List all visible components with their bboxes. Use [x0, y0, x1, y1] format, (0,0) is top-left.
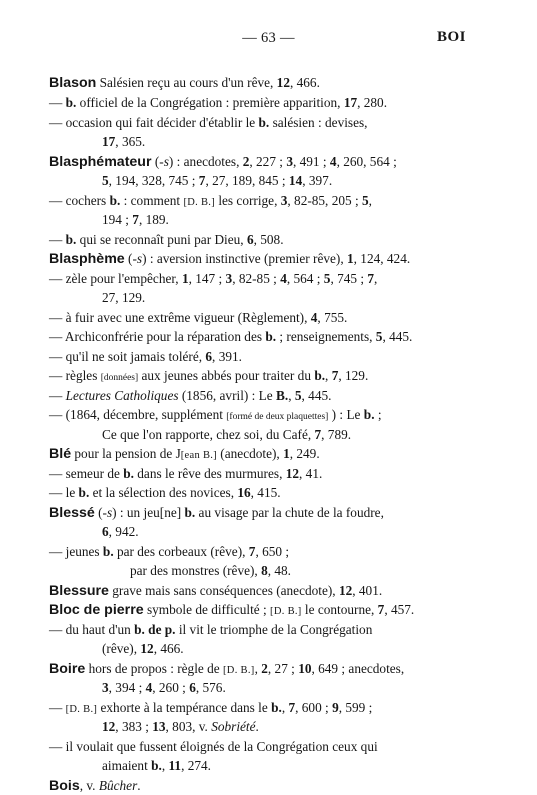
entry-blesse	[49, 504, 384, 522]
entry-text: , 41.	[299, 466, 323, 481]
entry-text: , 227 ;	[249, 154, 287, 169]
subentry-line	[49, 621, 372, 638]
entry-text: ,	[368, 193, 372, 208]
volume-reference: 7	[367, 271, 375, 286]
volume-reference: 3	[102, 680, 109, 695]
entry-text: [D. B.]	[65, 704, 98, 715]
entry-text: , 383 ;	[115, 719, 153, 734]
entry-text: , 129.	[338, 368, 369, 383]
entry-ble	[49, 445, 320, 464]
italic-text: s	[106, 505, 113, 520]
entry-text: symbole de difficulté ;	[143, 602, 271, 617]
entry-headword: Boire	[49, 661, 86, 677]
subentry-line	[49, 738, 378, 755]
entry-text: —	[49, 232, 63, 247]
entry-text: , 457.	[384, 602, 415, 617]
subentry-line	[49, 192, 372, 211]
entry-text: —	[49, 388, 63, 403]
entry-bois	[49, 777, 141, 795]
entry-text: , 491 ;	[292, 154, 330, 169]
entry-text: , 48.	[267, 563, 292, 578]
entry-headword: Blasphémateur	[49, 154, 152, 170]
volume-reference: 7	[377, 602, 385, 617]
volume-reference: 4	[145, 680, 153, 695]
volume-reference: 1	[347, 251, 354, 266]
entry-text: (-	[94, 505, 107, 520]
entry-text: , 280.	[357, 95, 388, 110]
entry-text: ;	[374, 407, 382, 422]
subentry-line	[49, 94, 387, 111]
entry-text: 194 ;	[102, 212, 133, 227]
entry-text: aux jeunes abbés pour traiter du	[138, 368, 315, 383]
volume-reference: 12	[338, 583, 353, 598]
volume-reference: 12	[140, 641, 154, 656]
entry-text: [D. B.]	[270, 606, 302, 617]
italic-text: Lectures Catholiques	[65, 388, 179, 403]
volume-reference: b.	[258, 115, 270, 130]
entry-text: , 189.	[138, 212, 169, 227]
entry-text: ) : un jeu	[112, 505, 160, 520]
volume-reference: 3	[280, 193, 288, 208]
volume-reference: 6	[246, 232, 254, 247]
entry-text: , 260 ;	[152, 680, 190, 695]
volume-reference: 5	[102, 173, 109, 188]
entry-text: —	[49, 700, 63, 715]
entry-text: , 650 ;	[255, 544, 290, 559]
entry-text: (anecdote),	[216, 446, 284, 461]
entry-headword: Blason	[49, 75, 97, 91]
entry-text: ; renseignements,	[276, 329, 376, 344]
entry-text: salésien : devises,	[269, 115, 368, 130]
entry-headword: Blé	[49, 446, 72, 462]
entry-text: —	[49, 310, 63, 325]
entry-text: , 445.	[382, 329, 413, 344]
entry-text: , 82-85 ;	[232, 271, 281, 286]
entry-text: [D. B.]	[223, 665, 255, 676]
subentry-line	[49, 406, 382, 426]
volume-reference: 5	[294, 388, 302, 403]
volume-reference: 8	[261, 563, 268, 578]
subentry-line	[49, 387, 331, 404]
entry-text: cochers	[62, 193, 110, 208]
entry-text: [D. B.]	[183, 197, 216, 208]
entry-text: [ne]	[159, 505, 182, 520]
italic-text: Bûcher	[98, 778, 138, 793]
subentry-line	[49, 543, 289, 560]
entry-text: , 600 ;	[295, 700, 333, 715]
running-head: BOI	[436, 29, 466, 45]
entry-text: aimaient	[102, 758, 152, 773]
entry-text: , 415.	[250, 485, 281, 500]
volume-reference: b.	[363, 407, 375, 422]
continuation-line	[102, 133, 145, 150]
entry-text: , 445.	[301, 388, 332, 403]
volume-reference: 2	[242, 154, 250, 169]
volume-reference: b.	[102, 544, 114, 559]
entry-text: ,	[374, 271, 378, 286]
entry-text: à fuir avec une extrême vigueur (Règlement),	[62, 310, 311, 325]
entry-text: [formé de deux plaquettes]	[226, 412, 329, 422]
volume-reference: 9	[332, 700, 339, 715]
entry-text: le	[62, 485, 79, 500]
entry-headword: Bois	[49, 778, 80, 794]
volume-reference: 12	[276, 75, 290, 90]
entry-text: (1856, avril) : Le	[178, 388, 277, 403]
entry-text: , 942.	[108, 524, 139, 539]
volume-reference: 14	[288, 173, 303, 188]
volume-reference: b.	[314, 368, 326, 383]
entry-text: : comment	[120, 193, 184, 208]
subentry-line	[49, 699, 372, 718]
volume-reference: b.	[123, 466, 134, 481]
entry-text: Salésien reçu au cours d'un rêve,	[96, 75, 277, 90]
entry-text: par des monstres (rêve),	[130, 563, 262, 578]
entry-text: ) : anecdotes,	[168, 154, 243, 169]
entry-text: grave mais sans conséquences (anecdote),	[108, 583, 339, 598]
entry-text: , 194, 328, 745 ;	[108, 173, 199, 188]
entry-boire	[49, 660, 404, 679]
volume-reference: b.	[151, 758, 162, 773]
entry-text: —	[49, 485, 63, 500]
entry-text: , v.	[79, 778, 99, 793]
entry-text: le contourne,	[301, 602, 378, 617]
entry-text: , 803, v.	[165, 719, 212, 734]
entry-blasphemateur	[49, 153, 397, 171]
entry-text: —	[49, 407, 63, 422]
entry-text: .	[137, 778, 141, 793]
entry-text: , 124, 424.	[353, 251, 411, 266]
entry-text: (rêve),	[102, 641, 141, 656]
entry-text: , 649 ; anecdotes,	[311, 661, 405, 676]
entry-text: exhorte à la tempérance dans le	[97, 700, 272, 715]
entry-text: et la sélection des novices,	[89, 485, 238, 500]
volume-reference: 1	[181, 271, 189, 286]
continuation-line	[102, 718, 259, 735]
entry-bloc-de-pierre	[49, 601, 414, 620]
continuation-line	[130, 562, 291, 579]
continuation-line	[102, 757, 211, 774]
subentry-line	[49, 348, 242, 365]
volume-reference: b.	[265, 329, 277, 344]
continuation-line	[102, 426, 351, 443]
entry-text: ) : Le	[328, 407, 364, 422]
subentry-line	[49, 231, 284, 248]
entry-text: , 508.	[253, 232, 284, 247]
entry-blason	[49, 74, 320, 92]
volume-reference: 3	[286, 154, 293, 169]
volume-reference: 7	[314, 427, 322, 442]
volume-reference: 7	[132, 212, 139, 227]
entry-text: —	[49, 544, 63, 559]
entry-text: zèle pour l'empêcher,	[62, 271, 182, 286]
entry-text: dans le rêve des murmures,	[133, 466, 286, 481]
entry-text: —	[49, 193, 63, 208]
entry-headword: Bloc de pierre	[49, 602, 144, 618]
entry-text: 27, 129.	[102, 290, 146, 305]
entry-text: du haut d'un	[62, 622, 135, 637]
volume-reference: b.	[184, 505, 196, 520]
entry-text: ,	[288, 388, 295, 403]
entry-text: qu'il ne soit jamais toléré,	[62, 349, 206, 364]
entry-text: , 82-85, 205 ;	[287, 193, 362, 208]
entry-text: [ean B.]	[180, 450, 217, 461]
entry-text: ,	[325, 368, 332, 383]
volume-reference: 2	[261, 661, 268, 676]
entry-text: , 27 ;	[267, 661, 299, 676]
volume-reference: 5	[323, 271, 331, 286]
italic-text: Sobriété	[211, 719, 256, 734]
volume-reference: 7	[248, 544, 256, 559]
subentry-line	[49, 309, 347, 326]
volume-reference: 6	[205, 349, 213, 364]
entry-headword: Blessure	[49, 583, 109, 599]
continuation-line	[102, 172, 332, 189]
entry-text: ,	[161, 758, 169, 773]
entry-text: officiel de la Congrégation : première apparition,	[76, 95, 344, 110]
entry-text: les corrige,	[215, 193, 281, 208]
subentry-line	[49, 114, 368, 131]
entry-text: —	[49, 329, 63, 344]
volume-reference: 17	[343, 95, 358, 110]
entry-text: (1864, décembre, supplément	[62, 407, 227, 422]
volume-reference: 4	[280, 271, 287, 286]
entry-text: il voulait que fussent éloignés de la Congrégation ceux qui	[62, 739, 378, 754]
entry-text: (-	[124, 251, 137, 266]
subentry-line	[49, 465, 322, 482]
entry-text: , 260, 564 ;	[336, 154, 397, 169]
entry-blaspheme	[49, 250, 410, 268]
entry-blessure	[49, 582, 382, 600]
volume-reference: b.	[65, 95, 77, 110]
entry-text: il vit le triomphe de la Congrégation	[175, 622, 373, 637]
entry-text: , 466.	[289, 75, 320, 90]
subentry-line	[49, 328, 412, 345]
volume-reference: b. de p.	[134, 622, 176, 637]
continuation-line	[102, 679, 226, 696]
subentry-line	[49, 270, 377, 287]
italic-text: s	[136, 251, 143, 266]
subentry-line	[49, 367, 368, 387]
entry-text: , 147 ;	[188, 271, 226, 286]
entry-text: , 394 ;	[108, 680, 146, 695]
entry-text: règles	[62, 368, 101, 383]
entry-text: pour la pension de J	[71, 446, 181, 461]
continuation-line	[102, 523, 139, 540]
entry-text: —	[49, 739, 63, 754]
volume-reference: b.	[271, 700, 282, 715]
entry-text: , 789.	[321, 427, 352, 442]
entry-text: Archiconfrérie pour la réparation des	[62, 329, 266, 344]
entry-text: hors de propos : règle de	[85, 661, 224, 676]
entry-text: —	[49, 115, 63, 130]
subentry-line	[49, 484, 281, 501]
entry-text: , 564 ;	[286, 271, 324, 286]
volume-reference: 12	[102, 719, 116, 734]
entry-text: , 27, 189, 845 ;	[205, 173, 289, 188]
volume-reference: 11	[168, 758, 182, 773]
entry-text: Ce que l'on rapporte, chez soi, du Café,	[102, 427, 315, 442]
entry-text: .	[255, 719, 259, 734]
entry-text: —	[49, 271, 63, 286]
entry-text: jeunes	[62, 544, 103, 559]
volume-reference: 12	[285, 466, 300, 481]
continuation-line	[102, 211, 169, 228]
entry-text: , 599 ;	[338, 700, 373, 715]
entry-text: , 745 ;	[330, 271, 368, 286]
volume-reference: b.	[65, 232, 77, 247]
continuation-line	[102, 289, 145, 306]
volume-reference: 10	[298, 661, 312, 676]
entry-text: —	[49, 368, 63, 383]
volume-reference: 6	[102, 524, 109, 539]
entry-text: ,	[281, 700, 289, 715]
entry-headword: Blasphème	[49, 251, 125, 267]
entry-text: au visage par la chute de la foudre,	[195, 505, 384, 520]
entry-text: , 397.	[302, 173, 333, 188]
volume-reference: 7	[331, 368, 339, 383]
volume-reference: 6	[189, 680, 196, 695]
entry-text: —	[49, 466, 63, 481]
volume-reference: B.	[276, 388, 289, 403]
entry-text: —	[49, 95, 63, 110]
entry-text: (-	[151, 154, 164, 169]
volume-reference: 7	[288, 700, 296, 715]
volume-reference: 7	[198, 173, 206, 188]
entry-text: , 391.	[212, 349, 242, 364]
volume-reference: b.	[78, 485, 90, 500]
volume-reference: 16	[237, 485, 251, 500]
entry-text: , 274.	[181, 758, 211, 773]
entry-text: occasion qui fait décider d'établir le	[62, 115, 259, 130]
entry-text: , 401.	[352, 583, 383, 598]
volume-reference: b.	[109, 193, 121, 208]
entry-text: , 755.	[317, 310, 348, 325]
entry-text: —	[49, 349, 63, 364]
volume-reference: 3	[225, 271, 233, 286]
volume-reference: 4	[310, 310, 318, 325]
entry-text: , 466.	[153, 641, 184, 656]
entry-text: qui se reconnaît puni par Dieu,	[76, 232, 247, 247]
volume-reference: 5	[362, 193, 369, 208]
volume-reference: 1	[283, 446, 290, 461]
volume-reference: 5	[375, 329, 383, 344]
volume-reference: 4	[329, 154, 337, 169]
entry-text: , 365.	[115, 134, 146, 149]
entry-headword: Blessé	[49, 505, 95, 521]
entry-text: par des corbeaux (rêve),	[113, 544, 249, 559]
entry-text: ,	[254, 661, 262, 676]
entry-text: ) : aversion instinctive (premier rêve),	[142, 251, 347, 266]
volume-reference: 17	[102, 134, 116, 149]
italic-text: s	[163, 154, 169, 169]
continuation-line	[102, 640, 184, 657]
entry-text: , 249.	[289, 446, 320, 461]
entry-text: —	[49, 622, 63, 637]
entry-text: , 576.	[195, 680, 226, 695]
entry-text: semeur de	[62, 466, 124, 481]
volume-reference: 13	[152, 719, 166, 734]
page-number: — 63 —	[242, 30, 295, 46]
entry-text: [données]	[100, 373, 139, 383]
